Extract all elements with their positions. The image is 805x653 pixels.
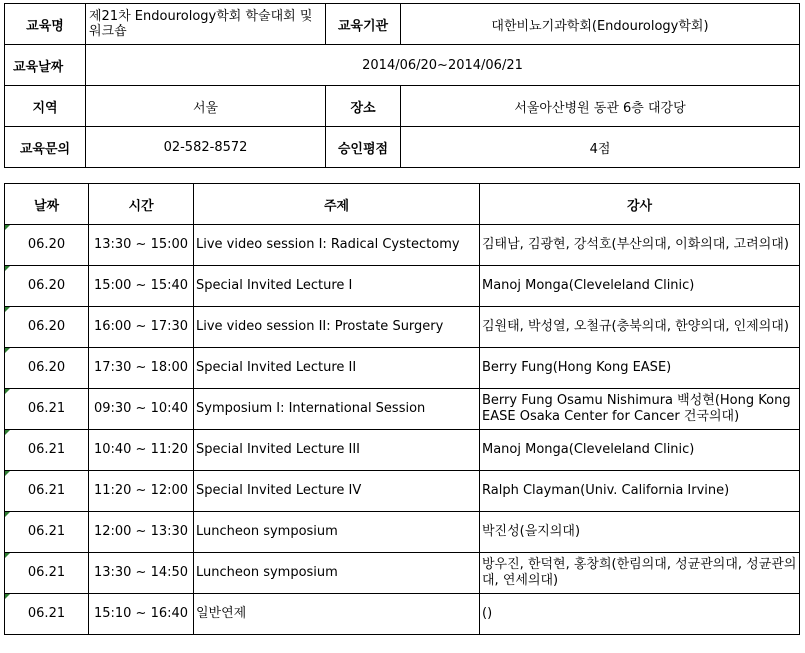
table-row <box>5 553 800 594</box>
row-time: 15:00 ~ 15:40 <box>89 266 194 307</box>
row-lecturer: 김원태, 박성열, 오철규(충북의대, 한양의대, 인제의대) <box>480 307 800 348</box>
row-lecturer: Berry Fung Osamu Nishimura 백성현(Hong Kong EASE Osaka Center for Cancer 건국의대) <box>480 389 800 430</box>
row-lecturer: Ralph Clayman(Univ. California Irvine) <box>480 471 800 512</box>
table-row <box>5 594 800 635</box>
row-time: 15:10 ~ 16:40 <box>89 594 194 635</box>
row-time: 13:30 ~ 14:50 <box>89 553 194 594</box>
schedule-header-row <box>5 184 800 225</box>
row-lecturer: 김태남, 김광현, 강석호(부산의대, 이화의대, 고려의대) <box>480 225 800 266</box>
row-lecturer: Berry Fung(Hong Kong EASE) <box>480 348 800 389</box>
row-date: 06.20 <box>5 307 89 348</box>
header-date: 날짜 <box>5 184 89 225</box>
row-lecturer: 방우진, 한덕현, 홍창희(한림의대, 성균관의대, 성균관의대, 연세의대) <box>480 553 800 594</box>
row-topic: Special Invited Lecture IV <box>194 471 480 512</box>
row-lecturer: Manoj Monga(Cleveleland Clinic) <box>480 430 800 471</box>
table-row <box>5 512 800 553</box>
row-topic: Special Invited Lecture II <box>194 348 480 389</box>
row-topic: 일반연제 <box>194 594 480 635</box>
contact-value: 02-582-8572 <box>86 127 326 168</box>
row-date: 06.21 <box>5 430 89 471</box>
credit-value: 4점 <box>401 127 800 168</box>
header-lecturer: 강사 <box>480 184 800 225</box>
credit-label: 승인평점 <box>326 127 401 168</box>
contact-label: 교육문의 <box>5 127 86 168</box>
row-date: 06.20 <box>5 266 89 307</box>
course-date-label: 교육날짜 <box>5 45 86 86</box>
table-row <box>5 348 800 389</box>
row-date: 06.21 <box>5 594 89 635</box>
row-time: 11:20 ~ 12:00 <box>89 471 194 512</box>
info-row-contact <box>5 127 800 168</box>
venue-label: 장소 <box>326 86 401 127</box>
organization-value: 대한비뇨기과학회(Endourology학회) <box>401 4 800 45</box>
region-value: 서울 <box>86 86 326 127</box>
table-row <box>5 389 800 430</box>
organization-label: 교육기관 <box>326 4 401 45</box>
venue-value: 서울아산병원 동관 6층 대강당 <box>401 86 800 127</box>
row-topic: Special Invited Lecture I <box>194 266 480 307</box>
row-time: 17:30 ~ 18:00 <box>89 348 194 389</box>
row-topic: Live video session I: Radical Cystectomy <box>194 225 480 266</box>
header-time: 시간 <box>89 184 194 225</box>
row-date: 06.21 <box>5 389 89 430</box>
row-date: 06.21 <box>5 471 89 512</box>
course-date-value: 2014/06/20~2014/06/21 <box>86 45 800 86</box>
row-topic: Luncheon symposium <box>194 553 480 594</box>
row-topic: Luncheon symposium <box>194 512 480 553</box>
table-row <box>5 307 800 348</box>
schedule-body <box>5 225 800 635</box>
row-time: 09:30 ~ 10:40 <box>89 389 194 430</box>
row-topic: Live video session II: Prostate Surgery <box>194 307 480 348</box>
header-topic: 주제 <box>194 184 480 225</box>
table-row <box>5 266 800 307</box>
table-row <box>5 471 800 512</box>
row-date: 06.21 <box>5 512 89 553</box>
row-topic: Special Invited Lecture III <box>194 430 480 471</box>
course-info-table <box>4 3 800 168</box>
row-time: 10:40 ~ 11:20 <box>89 430 194 471</box>
info-row-date <box>5 45 800 86</box>
row-lecturer: Manoj Monga(Cleveleland Clinic) <box>480 266 800 307</box>
course-name-label: 교육명 <box>5 4 86 45</box>
row-time: 16:00 ~ 17:30 <box>89 307 194 348</box>
row-time: 13:30 ~ 15:00 <box>89 225 194 266</box>
row-topic: Symposium I: International Session <box>194 389 480 430</box>
schedule-table <box>4 183 800 635</box>
row-date: 06.20 <box>5 348 89 389</box>
course-name-value: 제21차 Endourology학회 학술대회 및 워크숍 <box>86 4 326 45</box>
row-date: 06.21 <box>5 553 89 594</box>
row-lecturer: 박진성(을지의대) <box>480 512 800 553</box>
table-row <box>5 430 800 471</box>
row-lecturer: () <box>480 594 800 635</box>
info-row-course <box>5 4 800 45</box>
info-row-region <box>5 86 800 127</box>
region-label: 지역 <box>5 86 86 127</box>
row-time: 12:00 ~ 13:30 <box>89 512 194 553</box>
row-date: 06.20 <box>5 225 89 266</box>
table-row <box>5 225 800 266</box>
